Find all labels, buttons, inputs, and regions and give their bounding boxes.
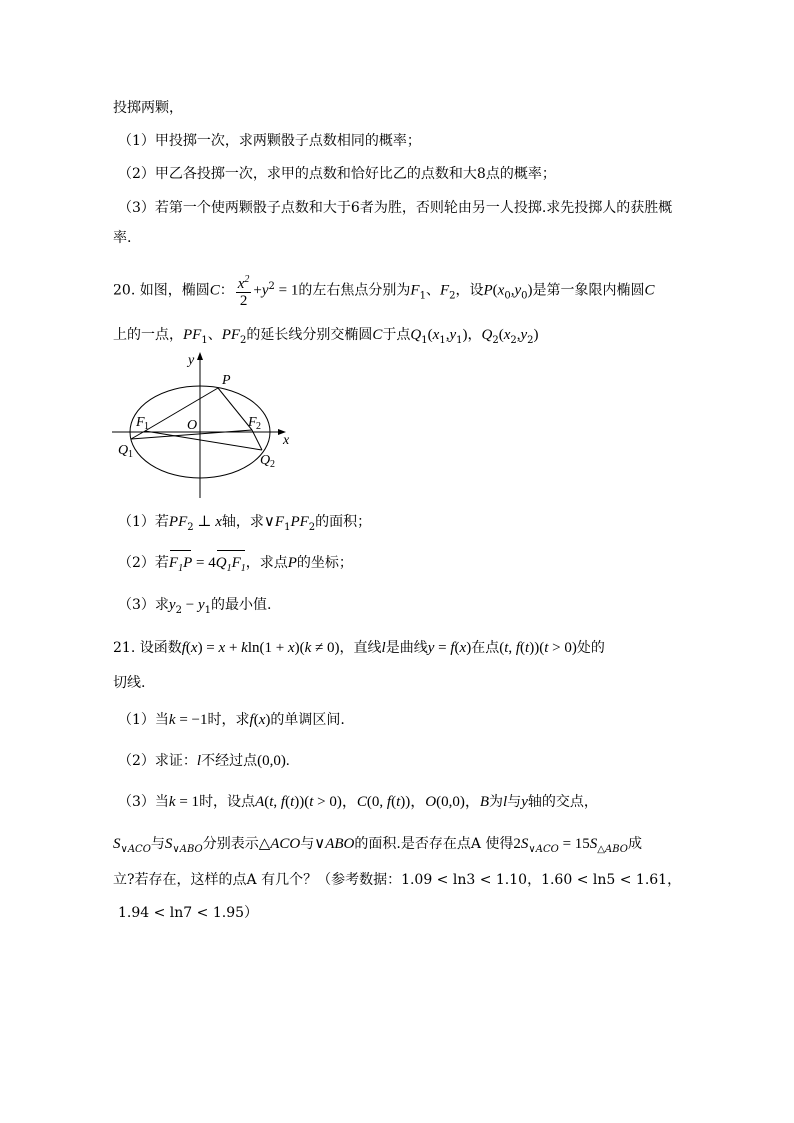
q21-text: 不经过点: [201, 753, 258, 769]
q21-text: 与: [300, 836, 315, 852]
q20-text: 轴，求: [221, 514, 264, 530]
q21-text: 轴的交点，: [527, 794, 598, 810]
label-p: P: [222, 373, 231, 388]
q21-text: 为: [489, 794, 504, 810]
q21-text: （2）求证：: [118, 753, 197, 769]
q20-text: 的延长线分别交椭圆: [246, 327, 373, 343]
q21-part1: （1）当k = −1时，求f(x)的单调区间.: [118, 712, 345, 728]
label-o: O: [187, 418, 198, 433]
q20-text: （1）若: [118, 514, 169, 530]
q19-part3: （3）若第一个使两颗骰子点数和大于6者为胜，否则轮由另一人投掷.求先投掷人的获胜概: [118, 200, 673, 216]
q20-text: 的坐标；: [296, 555, 353, 571]
q21-part3-line1: （3）当k = 1时，设点A(t, f(t))(t > 0)，C(0, f(t))，O(0,0)，B为l与y轴的交点，: [118, 794, 598, 810]
ellipse-diagram: [110, 350, 310, 502]
q20-text: 的面积；: [315, 514, 372, 530]
label-f2: F: [248, 415, 257, 430]
q20-text: 的最小值.: [210, 597, 272, 613]
q21-text: 的面积.是否存在点A 使得: [354, 836, 514, 852]
segment-pf1: [145, 388, 218, 431]
q21-text: 与: [507, 794, 522, 810]
q21-text: （3）当: [118, 794, 169, 810]
segment-f2q2: [252, 430, 262, 450]
q20-text: （2）若: [118, 555, 169, 571]
q20-intro-line1: 20. 如图，椭圆C： $\frac{x^2}{2}$ $+y^2 = 1$的左右焦点分别为$F_1$、$F_2$，设$P(x_0,y_0)$是第一象限内椭圆C: [113, 274, 655, 309]
q20-text: 上的一点，: [113, 327, 183, 343]
q21-text: 的单调区间.: [270, 712, 345, 728]
q19-continuation: 投掷两颗，: [113, 100, 183, 116]
q21-text: 在点: [471, 640, 500, 656]
q20-part1: （1）若$PF_2$ ⊥ x轴，求$\vee F_1PF_2$的面积；: [118, 514, 372, 533]
y-axis-arrow: [197, 352, 203, 360]
ellipse-figure: [110, 350, 310, 502]
q21-text: 处的: [576, 640, 605, 656]
q20-part2: （2）若$F_1P = 4Q_1F_1$，求点P的坐标；: [118, 553, 353, 579]
q20-text: ，求点: [245, 555, 288, 571]
segment-pf2: [218, 388, 252, 430]
q20-text: 是第一象限内椭圆: [532, 282, 645, 299]
q21-text: 时，求: [207, 712, 250, 728]
label-q1-sub: 1: [128, 449, 133, 460]
q20-intro-line2: 上的一点，$PF_1$、$PF_2$的延长线分别交椭圆C于点$Q_1(x_1,y_1)$，$Q_2(x_2,y_2)$: [113, 327, 539, 346]
q21-intro-line1: 21. 设函数f(x) = x + kln(1 + x)(k ≠ 0)，直线l是曲线y = f(x)在点(t, f(t))(t > 0)处的: [113, 640, 605, 656]
q21-text: 与: [150, 836, 165, 852]
q20-part3: （3）求$y_2 - y_1$的最小值.: [118, 597, 272, 616]
q21-text: ，直线: [339, 640, 382, 656]
q21-part3-line2: $S_{\vee ACO}$与$S_{\vee ABO}$分别表示△ACO与∨ABO的面积.是否存在点A 使得$2S_{\vee ACO} = 15S_{\triangle ABO}$成: [113, 836, 642, 855]
q20-text: 的左右焦点分别为: [298, 282, 411, 299]
q21-text: 成: [627, 836, 642, 852]
q21-text: 21. 设函数: [113, 640, 182, 656]
q20-text: ，设: [455, 282, 484, 299]
label-x: x: [283, 433, 290, 448]
q20-text: 20. 如图，椭圆: [113, 282, 210, 299]
q20-text: 于点: [382, 327, 411, 343]
q21-text: 是曲线: [385, 640, 428, 656]
q20-text: （3）求: [118, 597, 169, 613]
q19-part3-end: 率.: [113, 230, 132, 246]
q21-text: 时，设点: [199, 794, 256, 810]
label-q1: Q: [118, 443, 129, 458]
label-q2: Q: [260, 453, 271, 468]
label-q2-sub: 2: [270, 459, 275, 470]
q21-intro-line2: 切线.: [113, 675, 146, 691]
label-f2-sub: 2: [256, 421, 261, 432]
q19-part1: （1）甲投掷一次，求两颗骰子点数相同的概率；: [118, 133, 421, 149]
label-f1-sub: 1: [144, 421, 149, 432]
q21-text: （1）当: [118, 712, 169, 728]
fraction: $\frac{x^2}{2}$: [237, 274, 250, 309]
q21-part2: （2）求证：l不经过点(0,0).: [118, 753, 290, 769]
label-f1: F: [136, 415, 145, 430]
q19-part2: （2）甲乙各投掷一次，求甲的点数和恰好比乙的点数和大8点的概率；: [118, 166, 556, 182]
q21-text: 分别表示: [202, 836, 259, 852]
q21-part3-line3: 立?若存在，这样的点A 有几个？（参考数据：1.09 < ln3 < 1.10，1.60 < ln5 < 1.61，: [113, 872, 682, 888]
label-y: y: [188, 353, 195, 368]
q21-part3-line4: 1.94 < ln7 < 1.95）: [118, 905, 259, 921]
